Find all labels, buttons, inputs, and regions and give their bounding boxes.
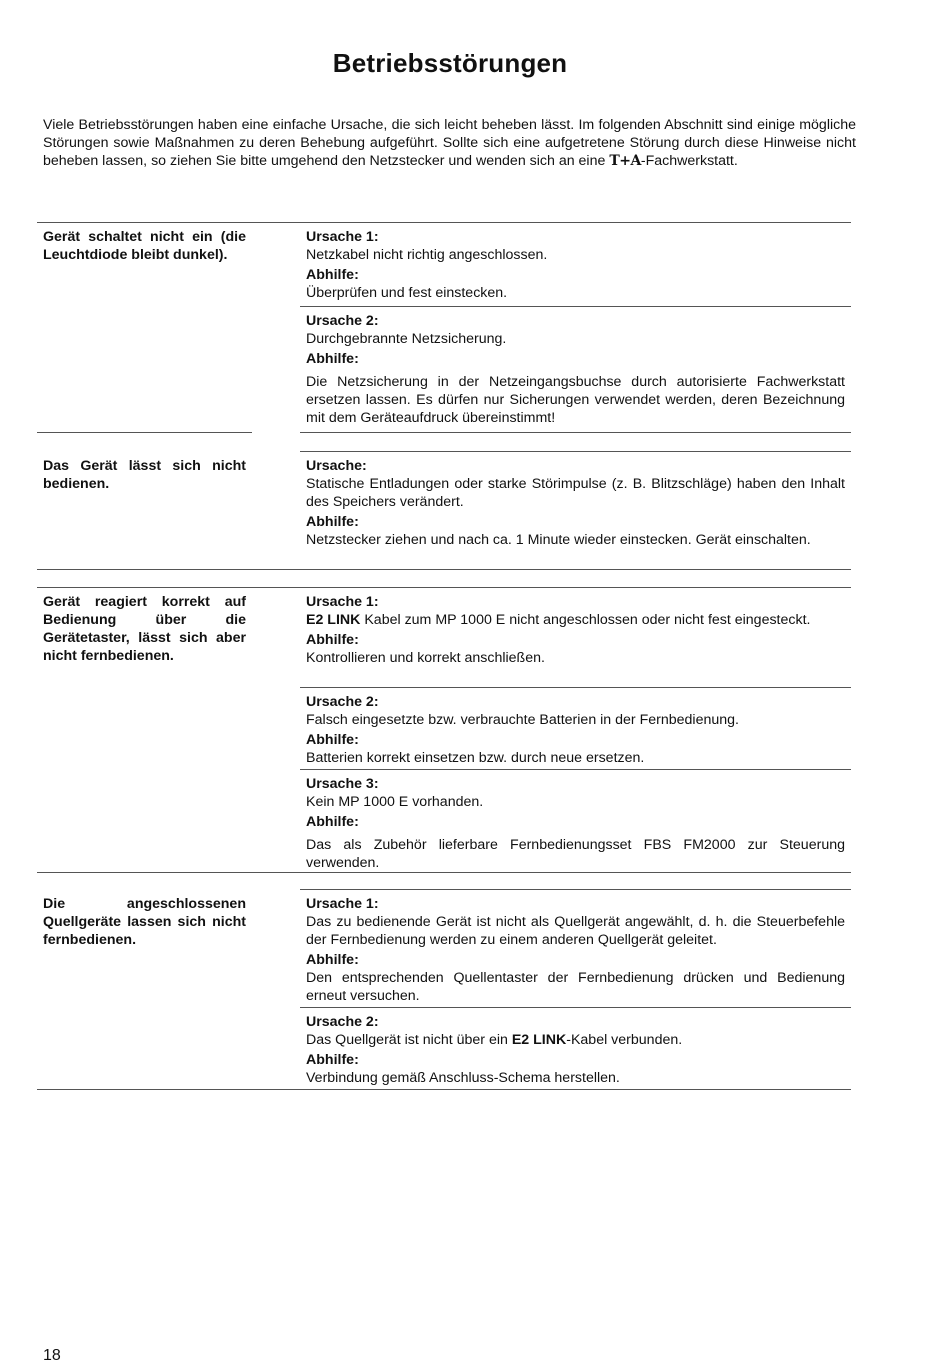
cause-label: Ursache 1: (306, 594, 379, 610)
problem-title: Gerät schaltet nicht ein (die Leuchtdiode bleibt dunkel). (43, 229, 246, 263)
cause-text: Falsch eingesetzte bzw. verbrauchte Batterien in der Fernbedienung. (306, 712, 739, 728)
page-title: Betriebsstörungen (332, 48, 568, 78)
remedy-text: Batterien korrekt einsetzen bzw. durch neue ersetzen. (306, 750, 645, 766)
remedy-label: Abhilfe: (306, 267, 359, 283)
cause-label: Ursache 2: (306, 1014, 379, 1030)
cause-block (306, 457, 845, 550)
section-divider (300, 889, 851, 890)
cause-divider (300, 306, 851, 307)
intro-text: Viele Betriebsstörungen haben eine einfache Ursache, die sich leicht beheben lässt. Im folgenden Abschnitt sind einige mögliche Störungen sowie Maßnahmen zu deren Behebung aufgeführt. Sollte sich eine aufgetretene Störung durch diese Hinweise nicht beheben lassen, so ziehen Sie bitte umgehend den Netzstecker und wenden sich an eine (43, 117, 856, 169)
cause-label: Ursache 2: (306, 694, 379, 710)
section-end (37, 569, 851, 570)
cause-divider (300, 1007, 851, 1008)
cause-divider (300, 769, 851, 770)
problem-title: Die angeschlossenen Quellgeräte lassen sich nicht fernbedienen. (43, 896, 246, 948)
intro-tail: -Fachwerkstatt. (640, 153, 738, 169)
cause-text-pre: Das Quellgerät ist nicht über ein (306, 1032, 512, 1048)
cause-label: Ursache 1: (306, 229, 379, 245)
cause-label: Ursache 2: (306, 313, 379, 329)
remedy-text: Den entsprechenden Quellentaster der Fernbedienung drücken und Bedienung erneut versuchen. (306, 970, 845, 1004)
remedy-text: Das als Zubehör lieferbare Fernbedienungsset FBS FM2000 zur Steuerung verwenden. (306, 837, 845, 871)
cause-block (306, 228, 845, 303)
remedy-label: Abhilfe: (306, 814, 359, 830)
remedy-label: Abhilfe: (306, 1052, 359, 1068)
remedy-label: Abhilfe: (306, 351, 359, 367)
cause-label: Ursache 3: (306, 776, 379, 792)
cause-label: Ursache: (306, 458, 367, 474)
section-end (37, 1089, 851, 1090)
page-number: 18 (43, 1347, 61, 1364)
cause-text: Netzkabel nicht richtig angeschlossen. (306, 247, 548, 263)
cause-text-rest: Kabel zum MP 1000 E nicht angeschlossen oder nicht fest eingesteckt. (360, 612, 811, 628)
brand-logo: T+A (609, 153, 641, 169)
remedy-text: Überprüfen und fest einstecken. (306, 285, 508, 301)
cause-divider (300, 687, 851, 688)
remedy-label: Abhilfe: (306, 514, 359, 530)
section-divider (37, 587, 851, 588)
cause-text (306, 611, 845, 629)
cause-text: Durchgebrannte Netzsicherung. (306, 331, 507, 347)
remedy-text: Kontrollieren und korrekt anschließen. (306, 650, 545, 666)
e2-link-label: E2 LINK (511, 1032, 567, 1048)
e2-link-label: E2 LINK (306, 612, 361, 628)
remedy-text: Netzstecker ziehen und nach ca. 1 Minute wieder einstecken. Gerät einschalten. (306, 532, 811, 548)
cause-block (306, 593, 845, 668)
cause-block (306, 895, 845, 1006)
cause-text: Statische Entladungen oder starke Störimpulse (z. B. Blitzschläge) haben den Inhalt des Speichers verändert. (306, 476, 845, 510)
cause-text: Kein MP 1000 E vorhanden. (306, 794, 484, 810)
cause-block (306, 693, 845, 768)
cause-text-rest: -Kabel verbunden. (566, 1032, 683, 1048)
cause-text: Das zu bedienende Gerät ist nicht als Quellgerät angewählt, d. h. die Steuerbefehle der Fernbedienung werden zu einem anderen Quellgerät geleitet. (306, 914, 845, 948)
cause-text (306, 1031, 845, 1049)
cause-label: Ursache 1: (306, 896, 379, 912)
cause-block (306, 1013, 845, 1088)
remedy-label: Abhilfe: (306, 952, 359, 968)
section-end-left (37, 432, 252, 433)
intro-paragraph (43, 116, 856, 170)
section-divider (300, 451, 851, 452)
problem-title: Das Gerät lässt sich nicht bedienen. (43, 458, 246, 492)
problem-title: Gerät reagiert korrekt auf Bedienung über die Gerätetaster, lässt sich aber nicht fernbedienen. (43, 594, 246, 664)
section-divider (37, 222, 851, 223)
cause-block (306, 312, 845, 428)
remedy-label: Abhilfe: (306, 732, 359, 748)
remedy-text: Verbindung gemäß Anschluss-Schema herstellen. (306, 1070, 620, 1086)
remedy-label: Abhilfe: (306, 632, 359, 648)
cause-block (306, 775, 845, 873)
remedy-text: Die Netzsicherung in der Netzeingangsbuchse durch autorisierte Fachwerkstatt ersetzen lassen. Es dürfen nur Sicherungen verwendet werden, deren Bezeichnung mit dem Geräteaufdruck übereinstimmt! (306, 374, 845, 426)
section-end-right (300, 432, 851, 433)
section-end (37, 872, 851, 873)
